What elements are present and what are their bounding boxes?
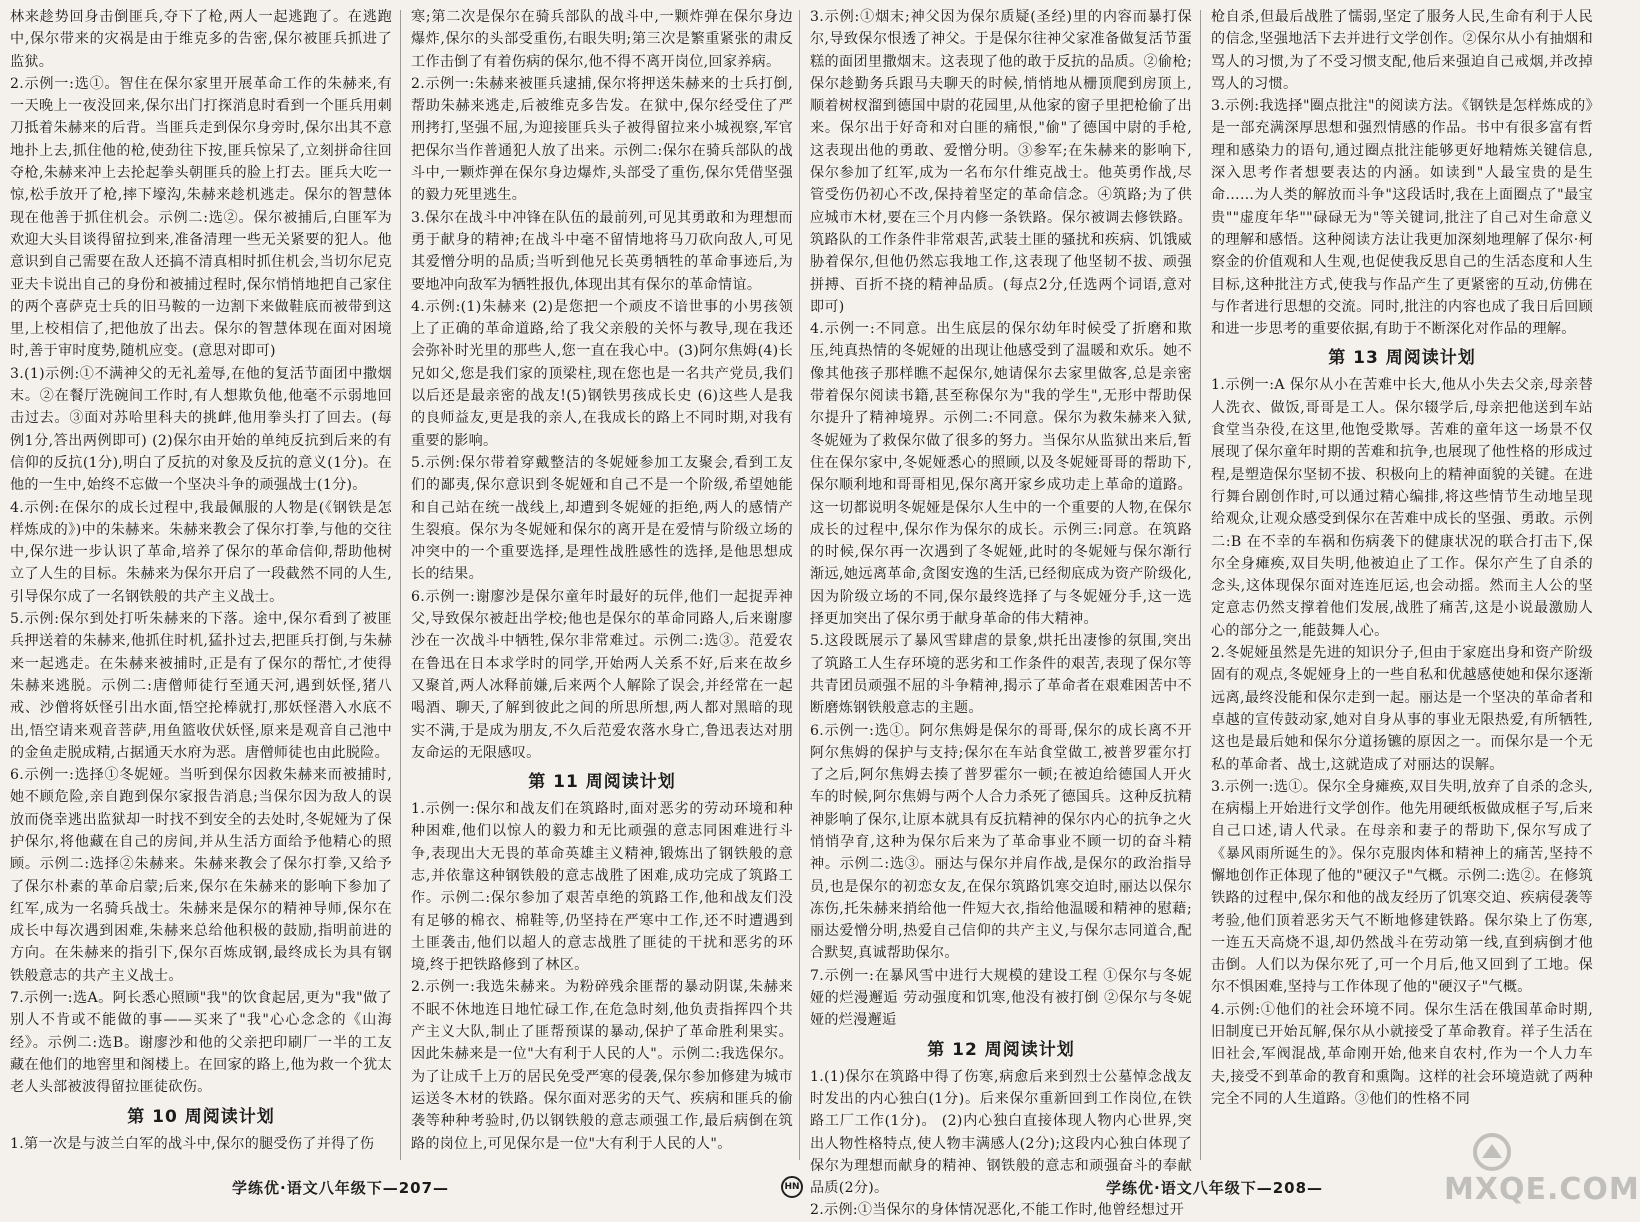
paragraph: 2.示例一:朱赫来被匪兵逮捕,保尔将押送朱赫来的士兵打倒,帮助朱赫来逃走,后被维克多告发。在狱中,保尔经受住了严刑拷打,坚强不屈,为迎接匪兵头子被得留拉来小城视察,军官把保尔当作普通犯人放了出来。示例二:保尔在骑兵部队的战斗中,一颗炸弹在保尔身边爆炸,头部受了重伤,保尔凭借坚强的毅力死里逃生。 [411,75,793,204]
paragraph: 2.示例:①当保尔的身体情况恶化,不能工作时,他曾经想过开 [810,1202,1185,1219]
paragraph: 4.示例:①他们的社会环境不同。保尔生活在俄国革命时期,旧制度已开始瓦解,保尔从小就接受了革命教育。祥子生活在旧社会,军阀混战,革命刚开始,他来自农村,作为一个人力车夫,接受不到革命的教育和熏陶。这样的社会环境造就了两种完全不同的人生道路。③他们的性格不同 [1211,1001,1593,1107]
paragraph: 5.示例:保尔到处打听朱赫来的下落。途中,保尔看到了被匪兵押送着的朱赫来,他抓住时机,猛扑过去,把匪兵打倒,与朱赫来一起逃走。在朱赫来被捕时,正是有了保尔的帮忙,才使得朱赫来逃脱。示例二:唐僧师徒行至通天河,遇到妖怪,猪八戒、沙僧将妖怪引出水面,悟空抡棒就打,那妖怪潜入水底不出,悟空请来观音菩萨,用鱼篮收伏妖怪,原来是观音自己池中的金鱼走脱成精,占据通天水府为恶。唐僧师徒也由此脱险。 [10,611,392,761]
paragraph: 1.示例一:A 保尔从小在苦难中长大,他从小失去父亲,母亲替人洗衣、做饭,哥哥是工人。保尔辍学后,母亲把他送到车站食堂当杂役,在这里,他饱受欺辱。苦难的童年这一场景不仅展现了保尔童年时期的苦难和抗争,也展现了他性格的形成过程,是塑造保尔坚韧不拔、积极向上的精神面貌的关键。在进行舞台剧创作时,可以通过精心编排,将这些情节生动地呈现给观众,让观众感受到保尔在苦难中成长的坚强、勇敢。示例二:B 在不幸的车祸和伤病袭下的健康状况的联合打击下,保尔全身瘫痪,双目失明,他被迫止了工作。保尔产生了自杀的念头,这体现保尔面对连连厄运,也会动摇。然而主人公的坚定意志仍然支撑着他们发展,战胜了痛苦,这是小说最激励人心的部分之一,能鼓舞人心。 [1211,377,1593,639]
paragraph: 7.示例一:选A。阿长悉心照顾"我"的饮食起居,更为"我"做了别人不肯或不能做的事——买来了"我"心心念念的《山海经》。示例二:选B。谢廖沙和他的父亲把印刷厂一半的工友藏在他们的地窖里和阁楼上。在回家的路上,他为救一个犹太老人头部被波得留拉匪徒砍伤。 [10,990,392,1096]
column-2 [411,6,793,1155]
section-heading-week13: 第 13 周阅读计划 [1328,348,1476,369]
paragraph: 3.示例:①烟末;神父因为保尔质疑(圣经)里的内容而暴打保尔,导致保尔恨透了神父。于是保尔往神父家准备做复活节蛋糕的面团里撒烟末。这表现了他的敢于反抗的品质。②偷枪;保尔趁勤务兵跟马夫聊天的时候,悄悄地从栅顶爬到房顶上,顺着树杈溜到德国中尉的花园里,从他家的窗子里把枪偷了出来。保尔出于好奇和对白匪的痛恨,"偷"了德国中尉的手枪,这表现出他的勇敢、爱憎分明。③参军;在朱赫来的影响下,保尔参加了红军,成为一名布尔什维克战士。他英勇作战,尽管受伤仍初心不改,保持着坚定的革命信念。④筑路;为了供应城市木材,要在三个月内修一条铁路。保尔被调去修铁路。筑路队的工作条件非常艰苦,武装土匪的骚扰和疾病、饥饿威胁着保尔,但他仍然忘我地工作,这表现了他坚韧不拔、顽强拼搏、百折不挠的精神品质。(每点2分,任选两个词语,意对即可) [810,9,1192,315]
column-1 [10,6,392,1155]
paragraph: 4.示例:(1)朱赫来 (2)是您把一个顽皮不谙世事的小男孩领上了正确的革命道路,给了我父亲般的关怀与教导,现在我还会弥补时光里的那些人,您一直在我心中。(3)阿尔焦姆(4)长兄如父,您是我们家的顶梁柱,现在您也是一名共产党员,我们以后还是最亲密的战友!(5)钢铁男孩成长史 (6)这些人是我的良师益友,更是我的亲人,在我成长的路上不同时期,对我有重要的影响。 [411,298,793,449]
paragraph: 1.(1)保尔在筑路中得了伤寒,病愈后来到烈士公墓悼念战友时发出的内心独白(1分)。后来保尔重新回到工作岗位,在铁路工厂工作(1分)。 (2)内心独白直接体现人物内心世界,突出人物性格特点,使人物丰满感人(2分);这段内心独白体现了保尔为理想而献身的精神、钢铁般的意志和顽强奋斗的奉献品质(2分)。 [810,1068,1192,1197]
paragraph: 林来趁势回身击倒匪兵,夺下了枪,两人一起逃跑了。在逃跑中,保尔带来的灾祸是由于维克多的告密,保尔被匪兵抓进了监狱。 [10,9,392,70]
paragraph: 1.示例一:保尔和战友们在筑路时,面对恶劣的劳动环境和种种困难,他们以惊人的毅力和无比顽强的意志同困难进行斗争,表现出大无畏的革命英雄主义精神,锻炼出了钢铁般的意志,并依靠这种钢铁般的意志战胜了困难,成功完成了筑路工作。示例二:保尔参加了艰苦卓绝的筑路工作,他和战友们没有足够的棉衣、棉鞋等,仍坚持在严寒中工作,还不时遭遇到土匪袭击,他们以超人的意志战胜了匪徒的干扰和恶劣的环境,终于把铁路修到了林区。 [411,801,793,974]
section-heading-week10: 第 10 周阅读计划 [127,1106,275,1127]
paragraph: 5.这段既展示了暴风雪肆虐的景象,烘托出凄惨的氛围,突出了筑路工人生存环境的恶劣和工作条件的艰苦,表现了保尔等共青团员顽强不屈的斗争精神,揭示了革命者在艰难困苦中不断磨炼钢铁般意志的主题。 [810,633,1192,717]
footer-page-label-right: 学练优·语文八年级下—208— [1106,1179,1324,1197]
paragraph: 4.示例一:不同意。出生底层的保尔幼年时候受了折磨和欺压,纯真热情的冬妮娅的出现让他感受到了温暖和欢乐。她不像其他孩子那样瞧不起保尔,她请保尔去家里做客,总是亲密带着保尔阅读书籍,甚至称保尔为"我的学生",无形中帮助保尔提升了精神境界。示例二:不同意。保尔为救朱赫来入狱,冬妮娅为了救保尔做了很多的努力。当保尔从监狱出来后,暂住在保尔家中,冬妮娅悉心的照顾,以及冬妮娅哥哥的帮助下,保尔顺利地和哥哥相见,保尔离开家乡成功走上革命的道路。这一切都说明冬妮娅是保尔人生中的一个重要的人物,在保尔成长的过程中,保尔作为保尔的成长。示例三:同意。在筑路的时候,保尔再一次遇到了冬妮娅,此时的冬妮娅与保尔渐行渐远,她远离革命,贪图安逸的生活,已经彻底成为资产阶级化,因为阶级立场的不同,保尔最终选择了与冬妮娅分手,这一选择更加突出了保尔勇于献身革命的伟大精神。 [810,321,1192,628]
watermark-text: MXQE.COM [1444,1172,1640,1207]
column-3 [810,6,1192,1222]
paragraph: 3.示例:我选择"圈点批注"的阅读方法。《钢铁是怎样炼成的》是一部充满深厚思想和强烈情感的作品。书中有很多富有哲理和感染力的语句,通过圈点批注能够更好地精炼关键信息,深入思考作者想要表达的内涵。如读到"人最宝贵的是生命……为人类的解放而斗争"这段话时,我在上面圈点了"最宝贵""虚度年华""碌碌无为"等关键词,批注了自己对生命意义的理解和感悟。这种阅读方法让我更加深刻地理解了保尔·柯察金的价值观和人生观,也促使我反思自己的生活态度和人生目标,这种批注方式,使我与作品产生了更紧密的互动,仿佛在与作者进行思想的交流。同时,批注的内容也成了我日后回顾和进一步思考的重要依据,有助于不断深化对作品的理解。 [1211,98,1593,338]
paragraph: 2.示例一:选①。智住在保尔家里开展革命工作的朱赫来,有一天晚上一夜没回来,保尔出门打探消息时看到一个匪兵用刺刀抵着朱赫来的后背。当匪兵走到保尔身旁时,保尔出其不意地扑上去,抓住他的枪,使劲往下按,匪兵惊呆了,立刻拼命往回夺枪,朱赫来冲上去抡起拳头朝匪兵的脸上打去。匪兵大吃一惊,松手放开了枪,摔下壕沟,朱赫来趁机逃走。保尔的智慧体现在他善于抓住机会。示例二:选②。保尔被捕后,白匪军为欢迎大头目谈得留拉到来,准备清理一些无关紧要的犯人。他意识到自己需要在敌人还搞不清真相时抓住机会,当切尔尼克亚夫卡说出自己的身份和被捕过程时,保尔悄悄地把自己家住的两个喜萨克士兵的旧马鞍的一边割下来做鞋底而被带到这里,上校相信了,把他放了出去。保尔的智慧体现在面对困境时,善于审时度势,随机应变。(意思对即可) [10,75,392,360]
paragraph: 2.冬妮娅虽然是先进的知识分子,但由于家庭出身和资产阶级固有的观点,冬妮娅身上的一些自私和优越感使她和保尔逐渐远离,最终没能和保尔走到一起。丽达是一个坚决的革命者和卓越的宣传鼓动家,她对自身从事的事业无限热爱,有所牺牲,这也是最后她和保尔分道扬镳的原因之一。而保尔是一个无私的革命者、战士,这就造成了对丽达的误解。 [1211,645,1593,773]
paragraph: 6.示例一:选择①冬妮娅。当听到保尔因救朱赫来而被捕时,她不顾危险,亲自跑到保尔家报告消息;当保尔因为敌人的误放而侥幸逃出监狱却一时找不到安全的去处时,冬妮娅为了保护保尔,将他藏在自己的房间,并从生活方面给予他精心的照顾。示例二:选择②朱赫来。朱赫来教会了保尔打拳,又给予了保尔朴素的革命启蒙;后来,保尔在朱赫来的影响下参加了红军,成为一名骑兵战士。朱赫来是保尔的精神导师,保尔在成长中每次遇到困难,朱赫来总给他积极的鼓励,指明前进的方向。在朱赫来的指引下,保尔百炼成钢,最终成长为具有钢铁般意志的共产主义战士。 [10,767,392,984]
column-4 [1211,6,1593,1110]
paragraph: 1.第一次是与波兰白军的战斗中,保尔的腿受伤了并得了伤 [10,1135,375,1152]
paragraph: 枪自杀,但最后战胜了懦弱,坚定了服务人民,生命有利于人民的信念,坚强地活下去并进行文学创作。②保尔从小有抽烟和骂人的习惯,为了不受习惯支配,他后来强迫自己戒烟,并改掉骂人的习惯。 [1211,9,1593,92]
paragraph: 3.示例一:选①。保尔全身瘫痪,双目失明,放弃了自杀的念头,在病榻上开始进行文学创作。他先用硬纸板做成框子写,后来自己口述,请人代录。在母亲和妻子的帮助下,保尔写成了《暴风雨所诞生的》。保尔克服肉体和精神上的痛苦,坚持不懈地创作正体现了他的"硬汉子"气概。示例二:选②。在修筑铁路的过程中,保尔和他的战友经历了饥寒交迫、疾病侵袭等考验,他们顶着恶劣天气不断地修建铁路。保尔染上了伤寒,一连五天高烧不退,却仍然战斗在劳动第一线,直到病倒才他击倒。人们以为保尔死了,可一个月后,他又回到了工地。保尔不惧困难,坚持与工作体现了他的"硬汉子"气概。 [1211,778,1593,996]
paragraph: 3.保尔在战斗中冲锋在队伍的最前列,可见其勇敢和为理想而勇于献身的精神;在战斗中毫不留情地将马刀砍向敌人,可见其爱憎分明的品质;当听到他兄长英勇牺牲的革命事迹后,为要地冲向敌军为牺牲报仇,体现出其有保尔的革命情谊。 [411,209,793,293]
watermark-logo-icon [1468,1132,1516,1172]
column-divider [799,10,800,1160]
section-heading-week12: 第 12 周阅读计划 [927,1039,1075,1060]
paragraph: 3.(1)示例:①不满神父的无礼羞辱,在他的复活节面团中撒烟末。②在餐厅洗碗间工作时,有人想欺负他,他毫不示弱地回击过去。③面对苏哈里科夫的挑衅,他用拳头打了回去。(每例1分,答出两例即可) (2)保尔由开始的单纯反抗到后来的有信仰的反抗(1分),明白了反抗的对象及反抗的意义(1分)。在他的一生中,始终不忘做一个坚决斗争的顽强战士(1分)。 [10,365,392,494]
footer-page-label-left: 学练优·语文八年级下—207— [232,1179,450,1197]
paragraph: 7.示例一:在暴风雪中进行大规模的建设工程 ①保尔与冬妮娅的烂漫邂逅 劳动强度和饥寒,他没有被打倒 ②保尔与冬妮娅的烂漫邂逅 [810,967,1192,1029]
paragraph: 6.示例一:谢廖沙是保尔童年时最好的玩伴,他们一起捉弄神父,导致保尔被赶出学校;他也是保尔的革命同路人,后来谢廖沙在一次战斗中牺牲,保尔非常难过。示例二:选③。范爱农在鲁迅在日本求学时的同学,开始两人关系不好,后来在故乡又聚首,两人冰释前嫌,后来两个人解除了误会,并经常在一起喝酒、聊天,了解到彼此之间的所思所想,两人都对黑暗的现实不满,于是成为朋友,不久后范爱农落水身亡,鲁迅表达对朋友命运的无限感叹。 [411,588,793,761]
paragraph: 2.示例一:我选朱赫来。为粉碎残余匪帮的暴动阴谋,朱赫来不眠不休地连日地忙碌工作,在危急时刻,他负责指挥四个共产主义大队,制止了匪帮预谋的暴动,保护了革命胜利果实。因此朱赫来是一位"大有利于人民的人"。示例二:我选保尔。为了让成千上万的居民免受严寒的侵袭,保尔参加修建为城市运送冬木材的铁路。保尔面对恶劣的天气、疾病和匪兵的偷袭等种种考验时,仍以钢铁般的意志顽强工作,最后病倒在筑路的岗位上,可见保尔是一位"大有利于人民的人"。 [411,979,793,1152]
paragraph: 寒;第二次是保尔在骑兵部队的战斗中,一颗炸弹在保尔身边爆炸,保尔的头部受重伤,右眼失明;第三次是繁重紧张的肃反工作击倒了有着伤病的保尔,他不得不离开岗位,回家养病。 [411,9,793,70]
paragraph: 4.示例:在保尔的成长过程中,我最佩服的人物是(《钢铁是怎样炼成的》)中的朱赫来。朱赫来教会了保尔打拳,与他的交往中,保尔进一步认识了革命,培养了保尔的革命信仰,帮助他树立了人生的目标。朱赫来为保尔开启了一段截然不同的人生,引导保尔成了一名钢铁般的共产主义战士。 [10,499,392,605]
watermark [1430,1130,1640,1210]
column-divider [1200,10,1201,1160]
hn-badge: HN [781,1176,803,1198]
paragraph: 6.示例一:选①。阿尔焦姆是保尔的哥哥,保尔的成长离不开阿尔焦姆的保护与支持;保尔在车站食堂做工,被普罗霍尔打了之后,阿尔焦姆去揍了普罗霍尔一顿;在被迫给德国人开火车的时候,阿尔焦姆与两个人合力杀死了德国兵。这种反抗精神影响了保尔,让原本就具有反抗精神的保尔内心的抗争之火悄悄孕育,这种为保尔后来为了革命事业不顾一切的奋斗精神。示例二:选③。丽达与保尔并肩作战,是保尔的政治指导员,也是保尔的初恋女友,在保尔筑路饥寒交迫时,丽达以保尔冻伤,托朱赫来捎给他一件短大衣,指给他温暖和精神的慰藉;丽达爱憎分明,热爱自己信仰的共产主义,与保尔志同道合,配合默契,真诚帮助保尔。 [810,722,1192,962]
paragraph: 5.示例:保尔带着穿戴整洁的冬妮娅参加工友聚会,看到工友们的鄙夷,保尔意识到冬妮娅和自己不是一个阶级,希望她能和自己站在统一战线上,却遭到冬妮娅的拒绝,两人的感情产生裂痕。保尔为冬妮娅和保尔的离开是在爱情与阶级立场的冲突中的一个重要选择,是理性战胜感性的选择,是他思想成长的结果。 [411,454,793,583]
column-divider [400,10,401,1160]
section-heading-week11: 第 11 周阅读计划 [528,772,676,793]
